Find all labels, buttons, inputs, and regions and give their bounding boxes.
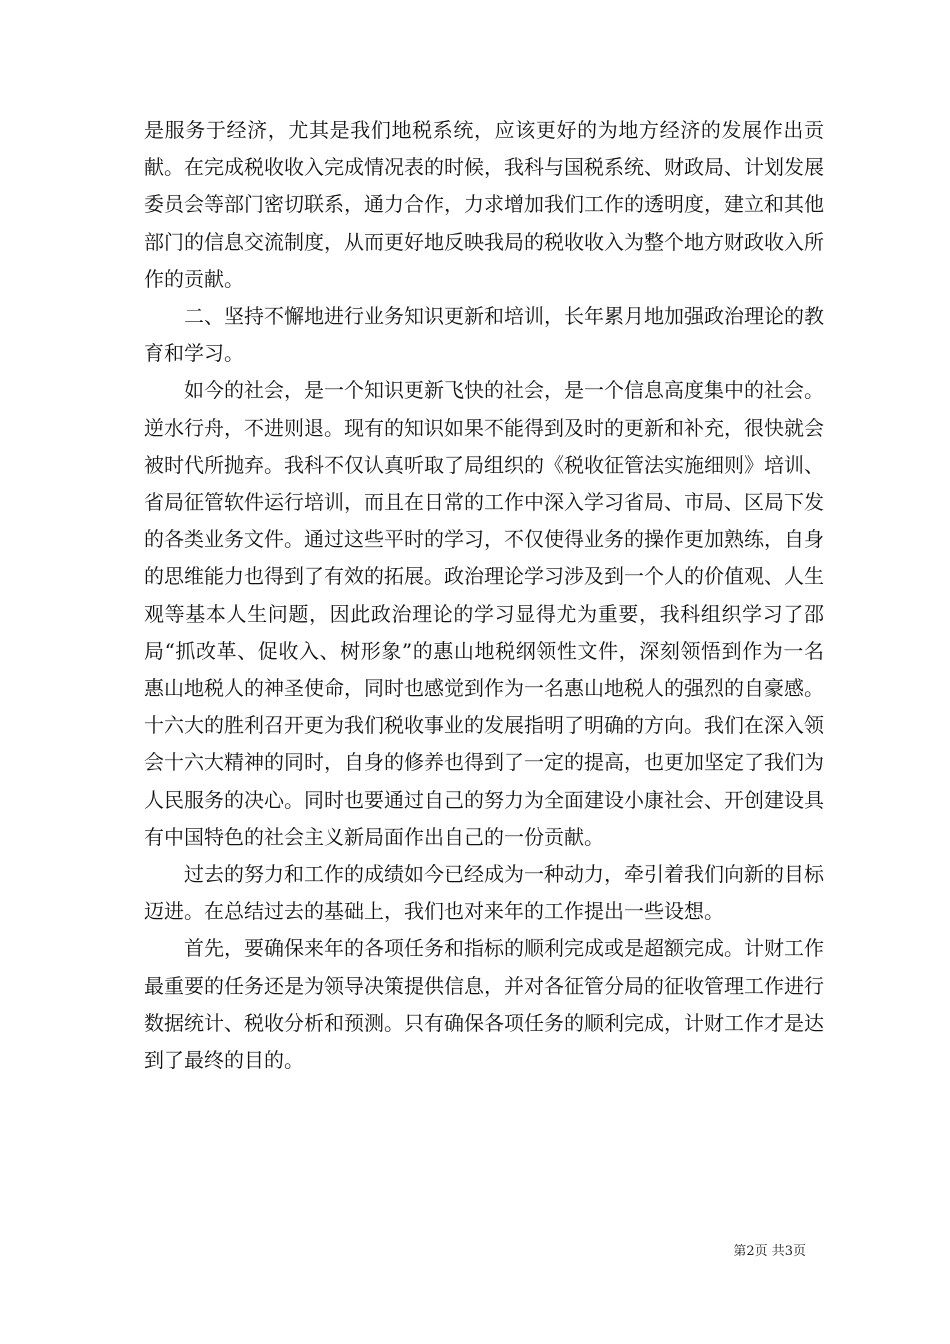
paragraph-first-goal: 首先，要确保来年的各项任务和指标的顺利完成或是超额完成。计财工作最重要的任务还是为领导决策提供信息，并对各征管分局的征收管理工作进行数据统计、税收分析和预测。只有确保各项任务的顺利完成，计财工作才是达到了最终的目的。 xyxy=(144,936,824,1073)
paragraph-outlook: 过去的努力和工作的成绩如今已经成为一种动力，牵引着我们向新的目标迈进。在总结过去的基础上，我们也对来年的工作提出一些设想。 xyxy=(144,862,824,924)
paragraph-continuation: 是服务于经济，尤其是我们地税系统，应该更好的为地方经济的发展作出贡献。在完成税收收入完成情况表的时候，我科与国税系统、财政局、计划发展委员会等部门密切联系，通力合作，力求增加我们工作的透明度，建立和其他部门的信息交流制度，从而更好地反映我局的税收收入为整个地方财政收入所作的贡献。 xyxy=(144,118,824,291)
section-heading-two: 二、坚持不懈地进行业务知识更新和培训，长年累月地加强政治理论的教育和学习。 xyxy=(144,304,824,366)
paragraph-learning: 如今的社会，是一个知识更新飞快的社会，是一个信息高度集中的社会。逆水行舟，不进则退。现有的知识如果不能得到及时的更新和补充，很快就会被时代所抛弃。我科不仅认真听取了局组织的《税收征管法实施细则》培训、省局征管软件运行培训，而且在日常的工作中深入学习省局、市局、区局下发的各类业务文件。通过这些平时的学习，不仅使得业务的操作更加熟练，自身的思维能力也得到了有效的拓展。政治理论学习涉及到一个人的价值观、人生观等基本人生问题，因此政治理论的学习显得尤为重要，我科组织学习了邵局“抓改革、促收入、树形象”的惠山地税纲领性文件，深刻领悟到作为一名惠山地税人的神圣使命，同时也感觉到作为一名惠山地税人的强烈的自豪感。十六大的胜利召开更为我们税收事业的发展指明了明确的方向。我们在深入领会十六大精神的同时，自身的修养也得到了一定的提高，也更加坚定了我们为人民服务的决心。同时也要通过自己的努力为全面建设小康社会、开创建设具有中国特色的社会主义新局面作出自己的一份贡献。 xyxy=(144,378,824,849)
page-number-footer: 第2页 共3页 xyxy=(733,1244,806,1259)
document-body xyxy=(144,112,824,1079)
